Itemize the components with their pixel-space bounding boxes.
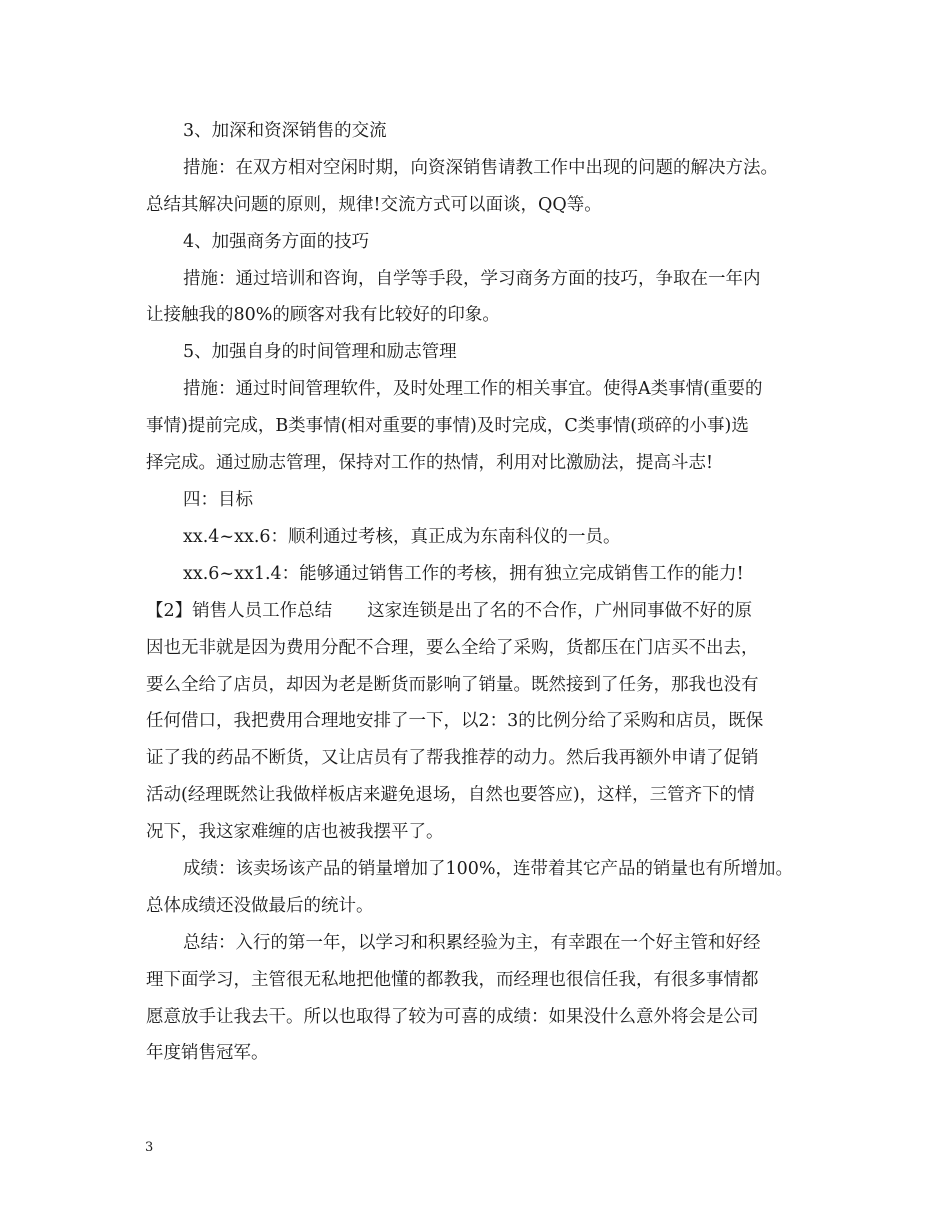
paragraph-line: 措施：通过培训和咨询，自学等手段，学习商务方面的技巧，争取在一年内 xyxy=(183,269,761,289)
section-title-line: 【2】销售人员工作总结 这家连锁是出了名的不合作，广州同事做不好的原 xyxy=(146,601,753,621)
paragraph-line: 择完成。通过励志管理，保持对工作的热情，利用对比激励法，提高斗志! xyxy=(146,453,714,473)
paragraph-line: 活动(经理既然让我做样板店来避免退场，自然也要答应)，这样，三管齐下的情 xyxy=(146,785,755,805)
paragraph-line: 愿意放手让我去干。所以也取得了较为可喜的成绩：如果没什么意外将会是公司 xyxy=(146,1007,759,1027)
section-heading-goals: 四：目标 xyxy=(183,490,253,510)
goal-line: xx.4~xx.6：顺利通过考核，真正成为东南科仪的一员。 xyxy=(183,527,621,547)
paragraph-line: 事情)提前完成，B类事情(相对重要的事情)及时完成，C类事情(琐碎的小事)选 xyxy=(146,416,749,436)
paragraph-line: 理下面学习，主管很无私地把他懂的都教我，而经理也很信任我，有很多事情都 xyxy=(146,970,759,990)
paragraph-line: 证了我的药品不断货，又让店员有了帮我推荐的动力。然后我再额外申请了促销 xyxy=(146,748,759,768)
paragraph-line: 因也无非就是因为费用分配不合理，要么全给了采购，货都压在门店买不出去， xyxy=(146,638,759,658)
paragraph-line: 年度销售冠军。 xyxy=(146,1043,269,1063)
heading-item-3: 3、加深和资深销售的交流 xyxy=(183,121,387,141)
paragraph-line: 总结：入行的第一年，以学习和积累经验为主，有幸跟在一个好主管和好经 xyxy=(183,933,761,953)
paragraph-line: 任何借口，我把费用合理地安排了一下，以2：3的比例分给了采购和店员，既保 xyxy=(146,711,764,731)
page-number: 3 xyxy=(145,1140,154,1155)
paragraph-line: 总结其解决问题的原则，规律!交流方式可以面谈，QQ等。 xyxy=(146,195,602,215)
paragraph-line: 况下，我这家难缠的店也被我摆平了。 xyxy=(146,822,444,842)
heading-item-5: 5、加强自身的时间管理和励志管理 xyxy=(183,342,457,362)
paragraph-line: 成绩：该卖场该产品的销量增加了100%，连带着其它产品的销量也有所增加。 xyxy=(183,859,794,879)
paragraph-line: 措施：在双方相对空闲时期，向资深销售请教工作中出现的问题的解决方法。 xyxy=(183,158,778,178)
goal-line: xx.6~xx1.4：能够通过销售工作的考核，拥有独立完成销售工作的能力! xyxy=(183,564,744,584)
paragraph-line: 要么全给了店员，却因为老是断货而影响了销量。既然接到了任务，那我也没有 xyxy=(146,675,759,695)
paragraph-line: 让接触我的80%的顾客对我有比较好的印象。 xyxy=(146,305,500,325)
heading-item-4: 4、加强商务方面的技巧 xyxy=(183,232,370,252)
paragraph-line: 措施：通过时间管理软件，及时处理工作的相关事宜。使得A类事情(重要的 xyxy=(183,379,763,399)
paragraph-line: 总体成绩还没做最后的统计。 xyxy=(146,896,374,916)
